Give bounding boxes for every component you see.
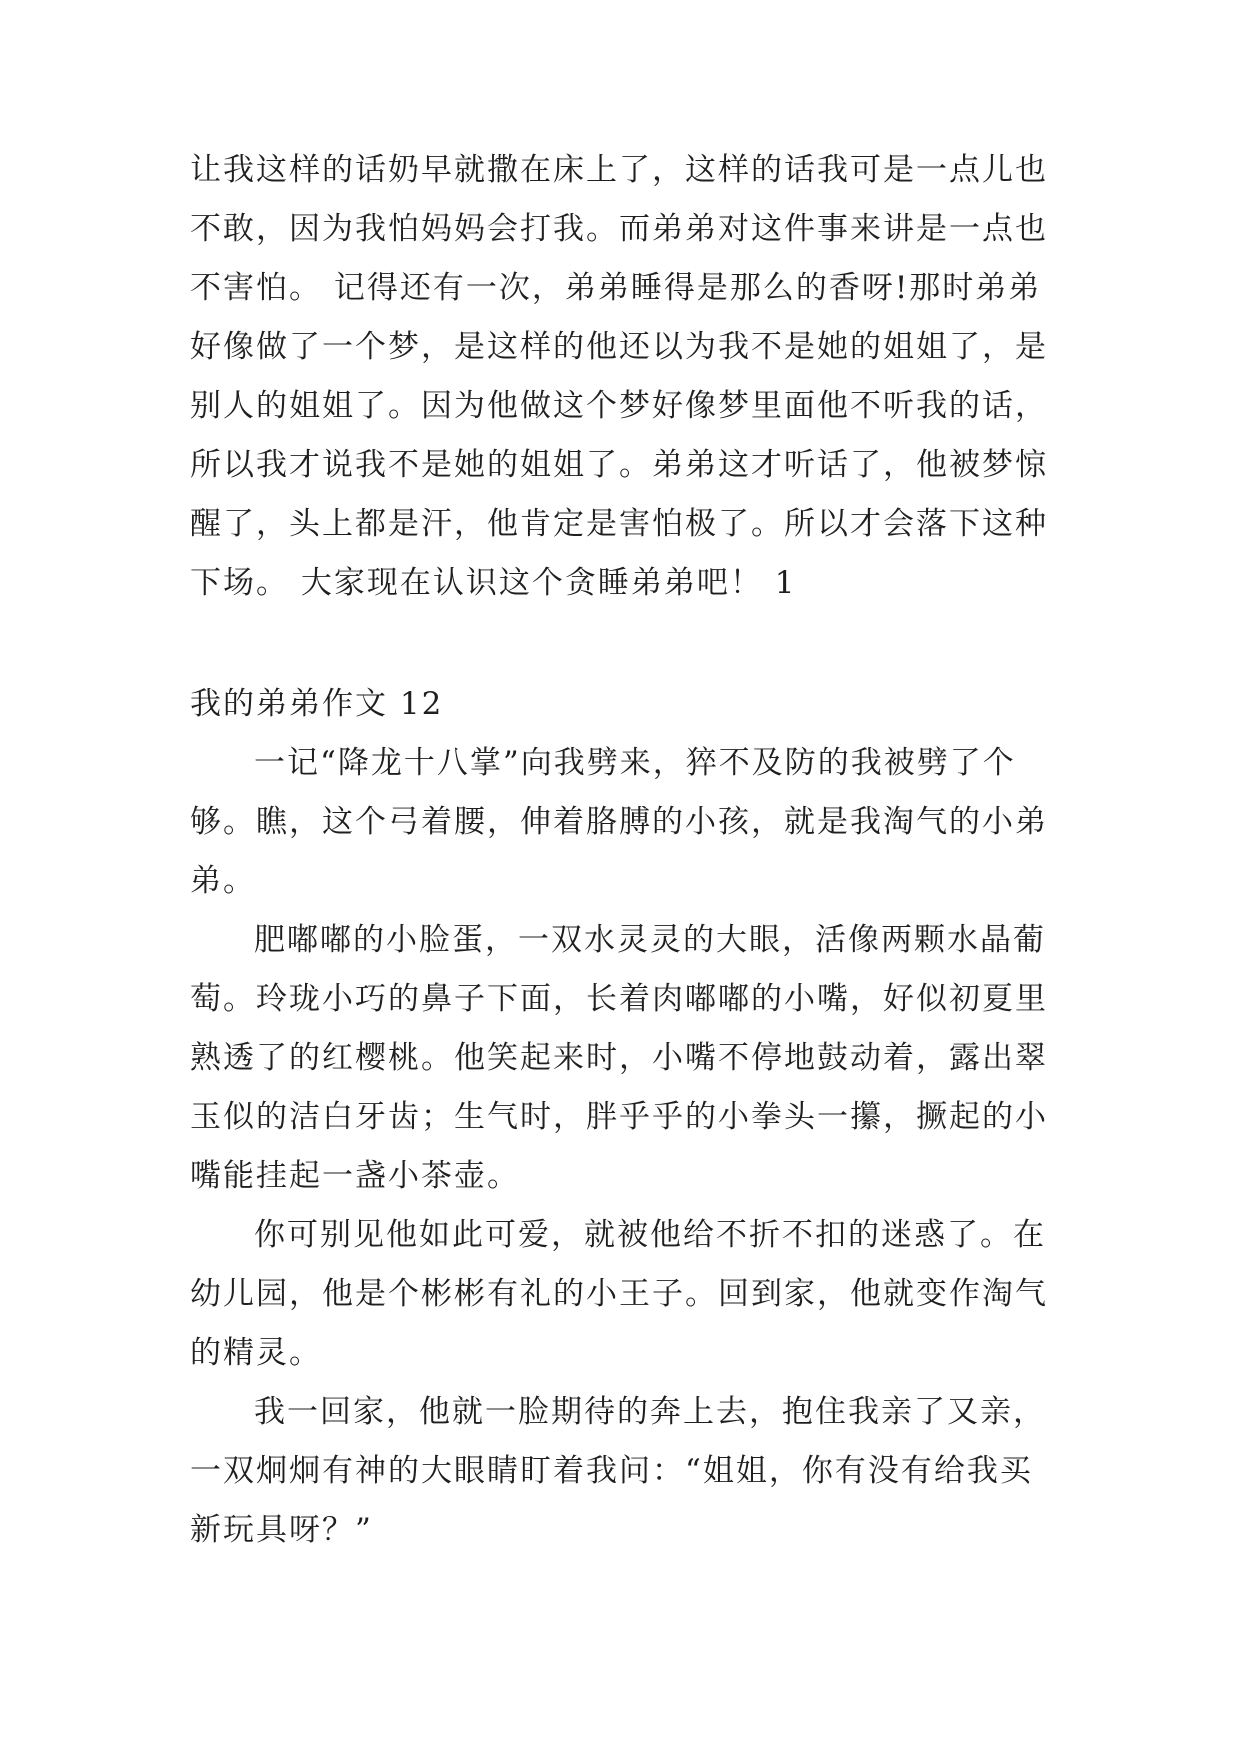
text-line: 让我这样的话奶早就撒在床上了，这样的话我可是一点儿也	[190, 152, 1048, 188]
text-line: 你可别见他如此可爱，就被他给不折不扣的迷惑了。在	[254, 1217, 1046, 1253]
essay-title: 我的弟弟作文 12	[190, 686, 444, 722]
text-line: 所以我才说我不是她的姐姐了。弟弟这才听话了，他被梦惊	[190, 447, 1048, 483]
text-line: 不害怕。 记得还有一次，弟弟睡得是那么的香呀!那时弟弟	[190, 270, 1042, 306]
text-line: 一记“降龙十八掌”向我劈来，猝不及防的我被劈了个	[254, 745, 1016, 781]
text-line: 下场。 大家现在认识这个贪睡弟弟吧！ 1	[190, 565, 797, 601]
text-line: 熟透了的红樱桃。他笑起来时，小嘴不停地鼓动着，露出翠	[190, 1040, 1048, 1076]
text-line: 不敢，因为我怕妈妈会打我。而弟弟对这件事来讲是一点也	[190, 211, 1048, 247]
text-line: 幼儿园，他是个彬彬有礼的小王子。回到家，他就变作淘气	[190, 1276, 1048, 1312]
text-line: 一双炯炯有神的大眼睛盯着我问：“姐姐，你有没有给我买	[190, 1453, 1033, 1489]
text-line: 新玩具呀？”	[190, 1512, 373, 1548]
text-line: 萄。玲珑小巧的鼻子下面，长着肉嘟嘟的小嘴，好似初夏里	[190, 981, 1048, 1017]
text-line: 醒了，头上都是汗，他肯定是害怕极了。所以才会落下这种	[190, 506, 1048, 542]
text-line: 嘴能挂起一盏小茶壶。	[190, 1158, 520, 1194]
text-line: 肥嘟嘟的小脸蛋，一双水灵灵的大眼，活像两颗水晶葡	[254, 922, 1046, 958]
text-line: 我一回家，他就一脸期待的奔上去，抱住我亲了又亲，	[254, 1394, 1046, 1430]
text-line: 够。瞧，这个弓着腰，伸着胳膊的小孩，就是我淘气的小弟	[190, 804, 1048, 840]
text-line: 别人的姐姐了。因为他做这个梦好像梦里面他不听我的话，	[190, 388, 1048, 424]
text-line: 弟。	[190, 863, 256, 899]
text-line: 玉似的洁白牙齿；生气时，胖乎乎的小拳头一攥，撅起的小	[190, 1099, 1048, 1135]
text-line: 的精灵。	[190, 1335, 322, 1371]
text-line: 好像做了一个梦，是这样的他还以为我不是她的姐姐了，是	[190, 329, 1048, 365]
